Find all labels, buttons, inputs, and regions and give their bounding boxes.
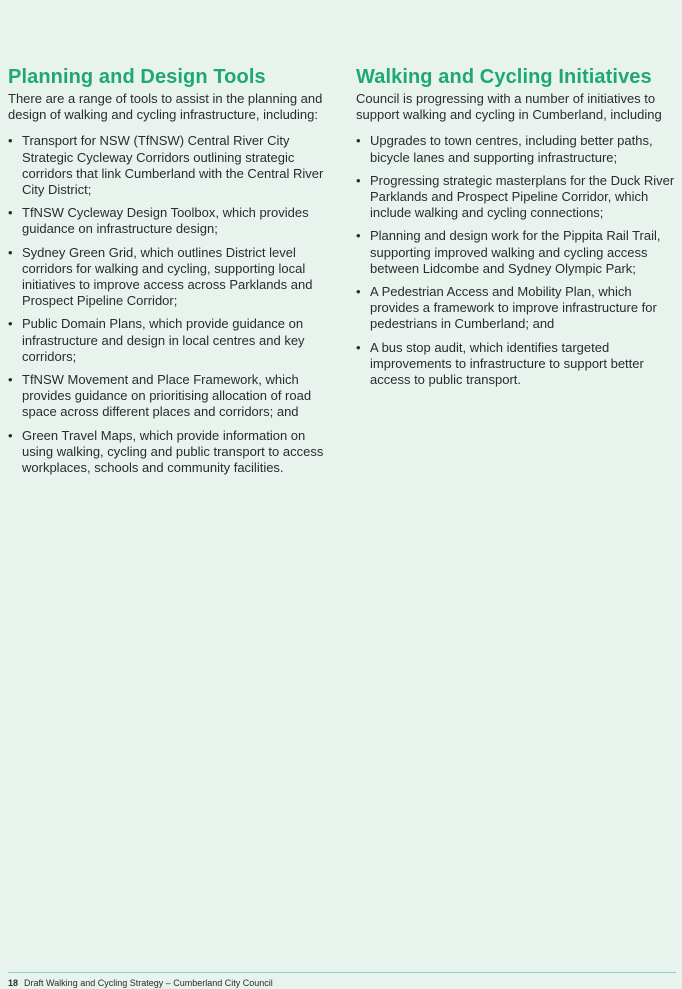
page-footer: [8, 977, 273, 989]
list-item-text: Upgrades to town centres, including better paths, bicycle lanes and supporting infrastructure;: [370, 133, 653, 165]
bullet-icon: •: [356, 172, 361, 188]
footer-title: Draft Walking and Cycling Strategy – Cumberland City Council: [24, 978, 273, 988]
bullet-list: [8, 133, 333, 476]
list-item-text: A bus stop audit, which identifies targeted improvements to infrastructure to support better access to public transport.: [370, 339, 644, 388]
list-item: [356, 173, 680, 222]
list-item: [356, 284, 680, 333]
planning-design-tools-section: [8, 65, 333, 483]
list-item: [8, 372, 333, 421]
list-item: [8, 428, 333, 477]
list-item: [8, 316, 333, 365]
list-item-text: Progressing strategic masterplans for the Duck River Parklands and Prospect Pipeline Corridor, which include walking and cycling connections;: [370, 172, 675, 221]
bullet-icon: •: [8, 205, 13, 221]
section-heading: Planning and Design Tools: [8, 66, 266, 88]
bullet-icon: •: [8, 372, 13, 388]
list-item: [356, 133, 680, 165]
bullet-icon: •: [8, 133, 13, 149]
bullet-list: [356, 133, 680, 388]
list-item: [356, 228, 680, 277]
list-item-text: A Pedestrian Access and Mobility Plan, which provides a framework to improve infrastructure for pedestrians in Cumberland; and: [370, 284, 657, 332]
bullet-icon: •: [356, 339, 361, 355]
bullet-icon: •: [8, 316, 13, 332]
list-item-text: TfNSW Cycleway Design Toolbox, which provides guidance on infrastructure design;: [22, 205, 309, 237]
bullet-icon: •: [8, 427, 13, 443]
list-item-text: TfNSW Movement and Place Framework, which provides guidance on prioritising allocation of road space across different places and corridors; and: [22, 372, 312, 420]
list-item: [8, 133, 333, 198]
page-number: 18: [8, 978, 19, 988]
bullet-icon: •: [356, 133, 361, 149]
bullet-icon: •: [356, 284, 361, 300]
section-intro: There are a range of tools to assist in the planning and design of walking and cycling infrastructure, including:: [8, 91, 323, 123]
list-item-text: Public Domain Plans, which provide guidance on infrastructure and design in local centres and key corridors;: [22, 316, 305, 364]
bullet-icon: •: [8, 244, 13, 260]
footer-divider: [8, 972, 676, 973]
list-item-text: Planning and design work for the Pippita Rail Trail, supporting improved walking and cycling access between Lidcombe and Sydney Olympic Park;: [370, 228, 661, 276]
list-item-text: Transport for NSW (TfNSW) Central River City Strategic Cycleway Corridors outlining strategic corridors that link Cumberland with the Central River City District;: [22, 133, 324, 198]
list-item: [8, 205, 333, 237]
list-item-text: Sydney Green Grid, which outlines District level corridors for walking and cycling, supporting local initiatives to improve access across Parklands and Prospect Pipeline Corridor;: [22, 244, 313, 309]
list-item-text: Green Travel Maps, which provide information on using walking, cycling and public transport to access workplaces, schools and community facilities.: [22, 427, 324, 476]
bullet-icon: •: [356, 228, 361, 244]
walking-cycling-initiatives-section: [356, 65, 680, 395]
list-item: [8, 245, 333, 310]
list-item: [356, 340, 680, 389]
section-intro: Council is progressing with a number of initiatives to support walking and cycling in Cumberland, including: [356, 91, 662, 123]
section-heading: Walking and Cycling Initiatives: [356, 66, 652, 88]
